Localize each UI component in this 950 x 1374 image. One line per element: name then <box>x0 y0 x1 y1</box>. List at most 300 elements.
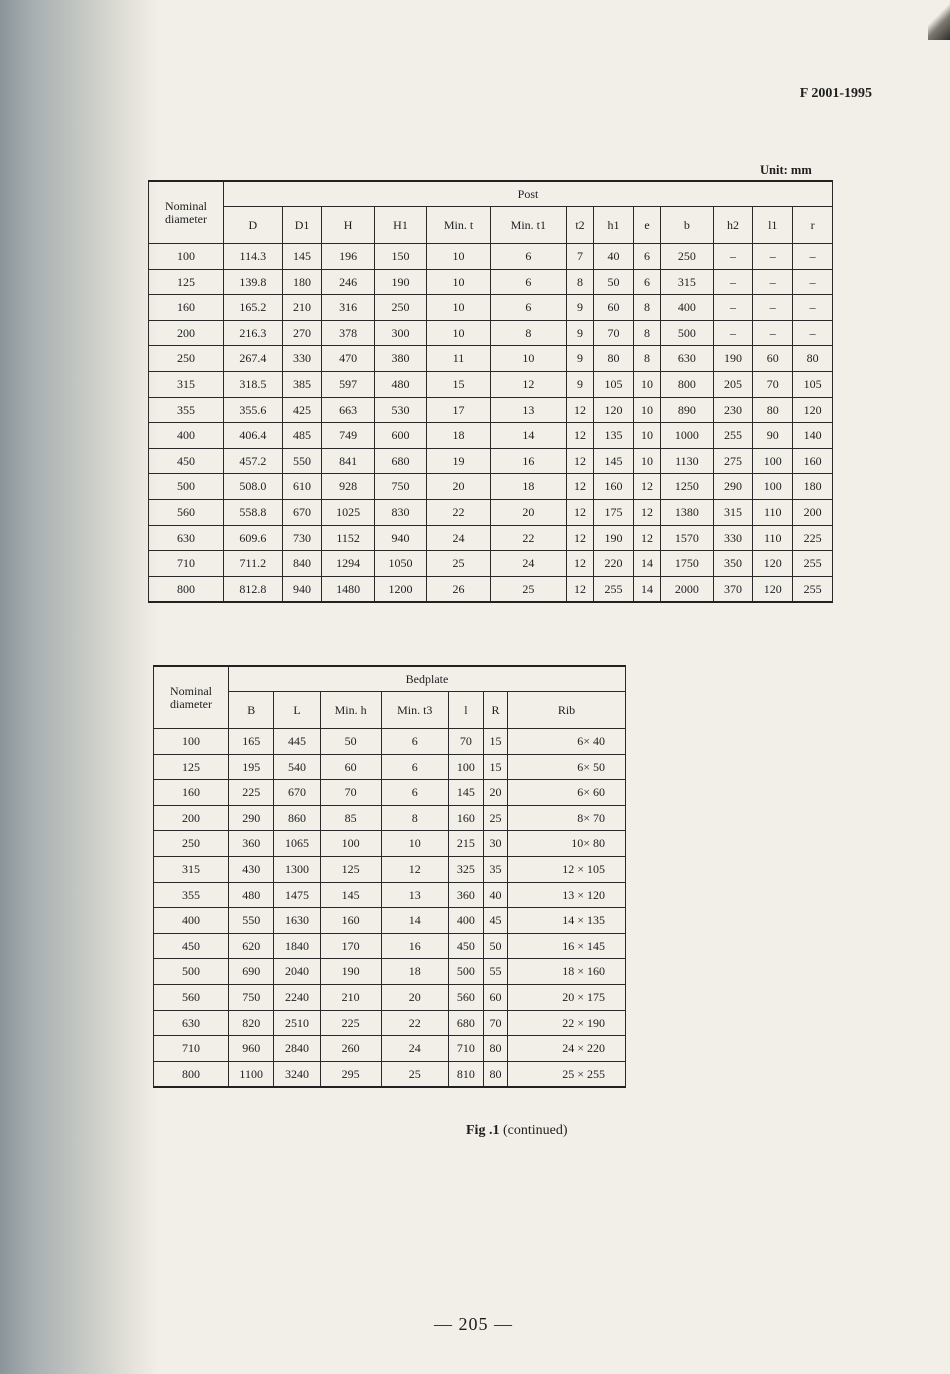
table-cell: 196 <box>322 244 374 270</box>
table-cell: 255 <box>793 576 833 602</box>
column-header: l1 <box>753 207 793 244</box>
table-cell: 22 <box>381 1010 448 1036</box>
table-cell: 215 <box>448 831 483 857</box>
table-cell: 1570 <box>661 525 713 551</box>
table-cell: 355.6 <box>224 397 283 423</box>
column-header: b <box>661 207 713 244</box>
table-cell: 60 <box>594 295 634 321</box>
table-cell: 225 <box>320 1010 381 1036</box>
column-header: Rib <box>508 692 626 729</box>
table-cell: 14 <box>490 423 566 449</box>
table-cell: 255 <box>713 423 753 449</box>
table-row <box>149 397 833 423</box>
table-cell: 1380 <box>661 499 713 525</box>
table-cell: 1750 <box>661 551 713 577</box>
table-row <box>149 423 833 449</box>
table-cell: 70 <box>594 320 634 346</box>
nominal-diameter-cell: 630 <box>154 1010 229 1036</box>
table-cell: 13 × 120 <box>508 882 626 908</box>
table-cell: 1130 <box>661 448 713 474</box>
table-cell: 12 × 105 <box>508 856 626 882</box>
table-cell: 10 <box>427 295 491 321</box>
nominal-diameter-cell: 450 <box>149 448 224 474</box>
table-cell: 270 <box>282 320 322 346</box>
table-cell: 10 <box>427 244 491 270</box>
table-cell: 16 <box>381 933 448 959</box>
table-row <box>149 371 833 397</box>
column-header: L <box>274 692 320 729</box>
table-cell: 890 <box>661 397 713 423</box>
table-row <box>149 244 833 270</box>
bedplate-dimensions-table <box>153 665 626 1088</box>
table-cell: 20 <box>427 474 491 500</box>
table-cell: 80 <box>594 346 634 372</box>
table-cell: 160 <box>594 474 634 500</box>
column-header: H1 <box>374 207 426 244</box>
table-cell: – <box>753 295 793 321</box>
table-cell: 160 <box>320 908 381 934</box>
table-row <box>154 856 626 882</box>
table-cell: 609.6 <box>224 525 283 551</box>
table-cell: 445 <box>274 729 320 755</box>
table-cell: 6 <box>490 269 566 295</box>
table-cell: 316 <box>322 295 374 321</box>
table-cell: 10× 80 <box>508 831 626 857</box>
table-cell: 175 <box>594 499 634 525</box>
table-cell: 600 <box>374 423 426 449</box>
table-cell: – <box>713 320 753 346</box>
table-cell: – <box>793 269 833 295</box>
table-cell: 10 <box>490 346 566 372</box>
table-cell: 2040 <box>274 959 320 985</box>
table-cell: 749 <box>322 423 374 449</box>
table-cell: – <box>753 320 793 346</box>
table-row <box>149 551 833 577</box>
table-cell: 105 <box>594 371 634 397</box>
table-cell: 50 <box>483 933 507 959</box>
table-cell: 300 <box>374 320 426 346</box>
table-cell: 100 <box>448 754 483 780</box>
table-cell: 3240 <box>274 1061 320 1087</box>
column-header: B <box>229 692 274 729</box>
table-cell: 670 <box>282 499 322 525</box>
nominal-diameter-cell: 315 <box>154 856 229 882</box>
table-cell: 1200 <box>374 576 426 602</box>
table-cell: 140 <box>793 423 833 449</box>
table-row <box>149 576 833 602</box>
table-cell: 16 <box>490 448 566 474</box>
table-row <box>154 729 626 755</box>
table-cell: 820 <box>229 1010 274 1036</box>
table-row <box>149 448 833 474</box>
table-cell: 325 <box>448 856 483 882</box>
bedplate-group-header: Bedplate <box>229 666 626 692</box>
column-header: D <box>224 207 283 244</box>
table-cell: 7 <box>566 244 593 270</box>
table-cell: 225 <box>793 525 833 551</box>
table-cell: – <box>753 269 793 295</box>
table-cell: 125 <box>320 856 381 882</box>
nominal-diameter-cell: 710 <box>149 551 224 577</box>
table-cell: 18 <box>427 423 491 449</box>
table-cell: 50 <box>594 269 634 295</box>
table-cell: 630 <box>661 346 713 372</box>
table-cell: 350 <box>713 551 753 577</box>
table-cell: 620 <box>229 933 274 959</box>
table-cell: 60 <box>320 754 381 780</box>
figure-label: Fig .1 <box>466 1123 500 1138</box>
table-cell: 22 <box>490 525 566 551</box>
nominal-diameter-cell: 200 <box>149 320 224 346</box>
table-cell: 1480 <box>322 576 374 602</box>
table-cell: 370 <box>713 576 753 602</box>
post-group-header: Post <box>224 181 833 207</box>
table-cell: 267.4 <box>224 346 283 372</box>
table-cell: – <box>713 269 753 295</box>
table-cell: 80 <box>483 1036 507 1062</box>
table-cell: 400 <box>448 908 483 934</box>
table-cell: 8 <box>566 269 593 295</box>
table-cell: 500 <box>448 959 483 985</box>
nominal-diameter-cell: 200 <box>154 805 229 831</box>
table-cell: 135 <box>594 423 634 449</box>
table-cell: 19 <box>427 448 491 474</box>
table-cell: 13 <box>381 882 448 908</box>
table-row <box>149 295 833 321</box>
table-cell: 385 <box>282 371 322 397</box>
table-cell: 928 <box>322 474 374 500</box>
table-cell: 12 <box>566 474 593 500</box>
table-cell: 15 <box>483 729 507 755</box>
table-cell: 25 <box>483 805 507 831</box>
table-cell: 485 <box>282 423 322 449</box>
table-cell: 80 <box>483 1061 507 1087</box>
table-row <box>154 754 626 780</box>
table-cell: 1100 <box>229 1061 274 1087</box>
table-cell: 500 <box>661 320 713 346</box>
table-cell: 60 <box>753 346 793 372</box>
nominal-diameter-cell: 450 <box>154 933 229 959</box>
table-cell: 70 <box>320 780 381 806</box>
table-cell: 170 <box>320 933 381 959</box>
table-row <box>154 780 626 806</box>
table-cell: 165 <box>229 729 274 755</box>
table-cell: 670 <box>274 780 320 806</box>
table-cell: 40 <box>483 882 507 908</box>
nominal-diameter-cell: 355 <box>154 882 229 908</box>
table-cell: 24 × 220 <box>508 1036 626 1062</box>
table-cell: 20 <box>483 780 507 806</box>
table-cell: 2240 <box>274 984 320 1010</box>
table-cell: 540 <box>274 754 320 780</box>
table-cell: 20 <box>381 984 448 1010</box>
table-cell: 800 <box>661 371 713 397</box>
document-code: F 2001-1995 <box>799 86 872 101</box>
table-cell: 1025 <box>322 499 374 525</box>
nominal-diameter-cell: 100 <box>149 244 224 270</box>
table-cell: 425 <box>282 397 322 423</box>
column-header: e <box>633 207 660 244</box>
table-row <box>154 831 626 857</box>
table-cell: 406.4 <box>224 423 283 449</box>
table-row <box>149 320 833 346</box>
table-cell: – <box>713 244 753 270</box>
column-header: Min. h <box>320 692 381 729</box>
table-row <box>154 882 626 908</box>
table-cell: 16 × 145 <box>508 933 626 959</box>
table-row <box>149 499 833 525</box>
nominal-diameter-cell: 630 <box>149 525 224 551</box>
nominal-diameter-header: Nominal diameter <box>154 666 229 729</box>
table-cell: 100 <box>753 448 793 474</box>
table-cell: 470 <box>322 346 374 372</box>
column-header: l <box>448 692 483 729</box>
table-cell: 457.2 <box>224 448 283 474</box>
table-cell: 550 <box>229 908 274 934</box>
nominal-diameter-cell: 500 <box>149 474 224 500</box>
table-cell: 6 <box>490 295 566 321</box>
table-cell: 360 <box>448 882 483 908</box>
table-cell: 6 <box>633 269 660 295</box>
table-cell: 12 <box>566 423 593 449</box>
table-cell: 10 <box>381 831 448 857</box>
table-cell: 110 <box>753 499 793 525</box>
table-cell: 680 <box>448 1010 483 1036</box>
table-cell: 14 <box>633 576 660 602</box>
nominal-diameter-cell: 100 <box>154 729 229 755</box>
table-cell: 8 <box>490 320 566 346</box>
table-row <box>149 346 833 372</box>
table-cell: 50 <box>320 729 381 755</box>
table-cell: – <box>713 295 753 321</box>
table-cell: 508.0 <box>224 474 283 500</box>
table-cell: 14 <box>381 908 448 934</box>
page-corner-fold <box>928 0 950 40</box>
nominal-diameter-cell: 125 <box>149 269 224 295</box>
table-cell: 225 <box>229 780 274 806</box>
table-cell: 25 <box>427 551 491 577</box>
column-header: Min. t1 <box>490 207 566 244</box>
table-cell: 200 <box>793 499 833 525</box>
table-cell: 380 <box>374 346 426 372</box>
table-cell: 12 <box>566 448 593 474</box>
table-cell: 14 × 135 <box>508 908 626 934</box>
table-cell: 711.2 <box>224 551 283 577</box>
table-cell: 1000 <box>661 423 713 449</box>
table-cell: 360 <box>229 831 274 857</box>
table-cell: 246 <box>322 269 374 295</box>
table-cell: 12 <box>633 499 660 525</box>
table-cell: 20 × 175 <box>508 984 626 1010</box>
table-cell: 558.8 <box>224 499 283 525</box>
table-cell: 100 <box>320 831 381 857</box>
book-binding-shadow <box>0 0 160 1374</box>
table-cell: 12 <box>566 499 593 525</box>
table-cell: 190 <box>713 346 753 372</box>
table-cell: 812.8 <box>224 576 283 602</box>
table-cell: 10 <box>633 423 660 449</box>
table-cell: 2000 <box>661 576 713 602</box>
table-cell: 17 <box>427 397 491 423</box>
table-cell: 13 <box>490 397 566 423</box>
table-cell: 24 <box>427 525 491 551</box>
table-row <box>154 805 626 831</box>
table-cell: 55 <box>483 959 507 985</box>
post-dimensions-table <box>148 180 833 603</box>
table-row <box>154 1036 626 1062</box>
table-cell: 18 <box>490 474 566 500</box>
table-cell: 255 <box>594 576 634 602</box>
table-cell: 10 <box>633 371 660 397</box>
table-cell: 9 <box>566 295 593 321</box>
table-cell: 330 <box>713 525 753 551</box>
nominal-diameter-cell: 125 <box>154 754 229 780</box>
table-cell: 139.8 <box>224 269 283 295</box>
figure-caption <box>466 1123 567 1139</box>
table-row <box>149 474 833 500</box>
table-cell: 14 <box>633 551 660 577</box>
table-cell: – <box>793 244 833 270</box>
table-cell: 530 <box>374 397 426 423</box>
page-number: — 205 — <box>434 1314 513 1334</box>
column-header: Min. t3 <box>381 692 448 729</box>
table-cell: 6× 60 <box>508 780 626 806</box>
table-cell: 6× 50 <box>508 754 626 780</box>
table-cell: 120 <box>793 397 833 423</box>
table-cell: 12 <box>566 397 593 423</box>
table-cell: 24 <box>381 1036 448 1062</box>
nominal-diameter-cell: 560 <box>154 984 229 1010</box>
table-cell: 1300 <box>274 856 320 882</box>
table-cell: 105 <box>793 371 833 397</box>
nominal-diameter-cell: 315 <box>149 371 224 397</box>
figure-caption-suffix: (continued) <box>499 1123 568 1138</box>
table-row <box>154 1061 626 1087</box>
table-cell: 378 <box>322 320 374 346</box>
nominal-diameter-cell: 160 <box>149 295 224 321</box>
nominal-diameter-cell: 800 <box>149 576 224 602</box>
table-cell: 12 <box>566 525 593 551</box>
nominal-diameter-cell: 400 <box>154 908 229 934</box>
table-cell: 190 <box>374 269 426 295</box>
table-cell: 24 <box>490 551 566 577</box>
table-cell: 114.3 <box>224 244 283 270</box>
table-cell: 318.5 <box>224 371 283 397</box>
table-row <box>154 933 626 959</box>
table-cell: 145 <box>448 780 483 806</box>
table-cell: 275 <box>713 448 753 474</box>
table-cell: 6 <box>381 754 448 780</box>
table-cell: 220 <box>594 551 634 577</box>
table-cell: 400 <box>661 295 713 321</box>
table-cell: 60 <box>483 984 507 1010</box>
table-cell: 550 <box>282 448 322 474</box>
table-cell: 480 <box>374 371 426 397</box>
table-cell: 1152 <box>322 525 374 551</box>
column-header: t2 <box>566 207 593 244</box>
table-cell: 810 <box>448 1061 483 1087</box>
table-cell: 2840 <box>274 1036 320 1062</box>
table-cell: 690 <box>229 959 274 985</box>
table-cell: 1050 <box>374 551 426 577</box>
table-cell: 430 <box>229 856 274 882</box>
column-header: D1 <box>282 207 322 244</box>
table-cell: 160 <box>448 805 483 831</box>
table-cell: 9 <box>566 320 593 346</box>
table-cell: 1294 <box>322 551 374 577</box>
table-cell: 960 <box>229 1036 274 1062</box>
nominal-diameter-cell: 250 <box>154 831 229 857</box>
column-header: h1 <box>594 207 634 244</box>
table-cell: 180 <box>282 269 322 295</box>
table-cell: 8× 70 <box>508 805 626 831</box>
table-cell: 8 <box>633 295 660 321</box>
table-cell: 190 <box>594 525 634 551</box>
table-cell: – <box>793 320 833 346</box>
table-cell: 70 <box>753 371 793 397</box>
column-header: Min. t <box>427 207 491 244</box>
table-cell: 1065 <box>274 831 320 857</box>
table-cell: 750 <box>229 984 274 1010</box>
nominal-diameter-header: Nominal diameter <box>149 181 224 244</box>
table-cell: 230 <box>713 397 753 423</box>
table-cell: 10 <box>633 448 660 474</box>
nominal-diameter-cell: 250 <box>149 346 224 372</box>
table-cell: 11 <box>427 346 491 372</box>
table-cell: 210 <box>320 984 381 1010</box>
table-cell: 10 <box>427 320 491 346</box>
table-cell: 10 <box>633 397 660 423</box>
table-cell: 860 <box>274 805 320 831</box>
table-cell: 150 <box>374 244 426 270</box>
table-cell: 9 <box>566 346 593 372</box>
table-cell: 190 <box>320 959 381 985</box>
table-cell: 255 <box>793 551 833 577</box>
table-cell: 597 <box>322 371 374 397</box>
table-cell: 750 <box>374 474 426 500</box>
table-cell: 25 <box>381 1061 448 1087</box>
table-cell: 830 <box>374 499 426 525</box>
table-cell: 100 <box>753 474 793 500</box>
table-cell: 18 × 160 <box>508 959 626 985</box>
table-cell: 610 <box>282 474 322 500</box>
table-row <box>149 269 833 295</box>
table-cell: 25 × 255 <box>508 1061 626 1087</box>
table-cell: 290 <box>713 474 753 500</box>
table-cell: 250 <box>661 244 713 270</box>
table-cell: 80 <box>793 346 833 372</box>
table-row <box>154 908 626 934</box>
table-cell: 295 <box>320 1061 381 1087</box>
table-cell: 1475 <box>274 882 320 908</box>
table-cell: 195 <box>229 754 274 780</box>
nominal-diameter-cell: 500 <box>154 959 229 985</box>
table-cell: 1250 <box>661 474 713 500</box>
table-cell: 15 <box>483 754 507 780</box>
column-header: H <box>322 207 374 244</box>
table-cell: 22 <box>427 499 491 525</box>
table-cell: 40 <box>594 244 634 270</box>
table-cell: 216.3 <box>224 320 283 346</box>
table-cell: 2510 <box>274 1010 320 1036</box>
table-cell: 940 <box>374 525 426 551</box>
table-cell: 841 <box>322 448 374 474</box>
table-cell: 120 <box>753 576 793 602</box>
table-cell: 10 <box>427 269 491 295</box>
column-header: r <box>793 207 833 244</box>
table-row <box>154 959 626 985</box>
table-cell: 205 <box>713 371 753 397</box>
